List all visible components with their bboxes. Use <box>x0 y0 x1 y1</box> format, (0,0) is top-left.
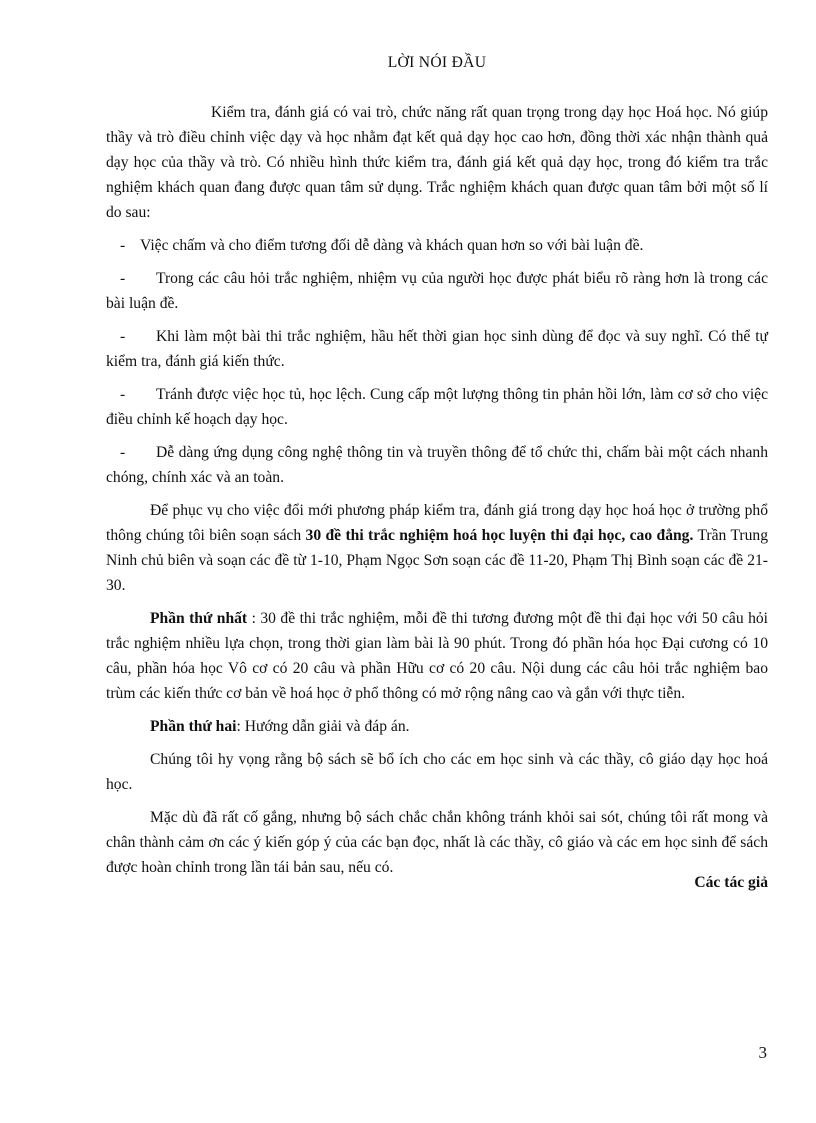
bullet-marker: - <box>120 270 126 287</box>
part-two-text: : Hướng dẫn giải và đáp án. <box>236 718 410 735</box>
bullet-marker: - <box>120 444 126 461</box>
signature: Các tác giả <box>694 874 768 891</box>
part-two-paragraph <box>106 714 768 739</box>
document-body <box>106 100 768 888</box>
hope-paragraph: Chúng tôi hy vọng rằng bộ sách sẽ bổ ích cho các em học sinh và các thầy, cô giáo dạy học hoá học. <box>106 751 768 793</box>
bullet-marker: - <box>120 237 126 254</box>
purpose-text-before: Để phục vụ cho việc đổi mới phương pháp kiểm tra, đánh giá trong dạy học hoá học ở trường phổ thông chúng tôi biên soạn sách <box>106 502 768 544</box>
bullet-item-3 <box>106 324 768 374</box>
bullet-item-1 <box>106 233 768 258</box>
bullet-text: Tránh được việc học tủ, học lệch. Cung cấp một lượng thông tin phản hồi lớn, làm cơ sở cho việc điều chỉnh kế hoạch dạy học. <box>106 386 768 428</box>
bullet-text: Khi làm một bài thi trắc nghiệm, hầu hết thời gian học sinh dùng để đọc và suy nghĩ. Có thể tự kiểm tra, đánh giá kiến thức. <box>106 328 768 370</box>
part-one-paragraph <box>106 606 768 706</box>
book-title: 30 đề thi trắc nghiệm hoá học luyện thi đại học, cao đẳng. <box>305 527 694 544</box>
bullet-item-2 <box>106 266 768 316</box>
part-two-label: Phần thứ hai <box>150 718 237 735</box>
intro-paragraph: Kiểm tra, đánh giá có vai trò, chức năng rất quan trọng trong dạy học Hoá học. Nó giúp thầy và trò điều chỉnh việc dạy và học nhằm đạt kết quả dạy học cao hơn, đồng thời xác nhận thành quả dạy học của thầy và trò. Có nhiều hình thức kiểm tra, đánh giá kết quả dạy học, trong đó kiểm tra trắc nghiệm khách quan đang được quan tâm sử dụng. Trắc nghiệm khách quan được quan tâm bởi một số lí do sau: <box>106 104 768 221</box>
page-title: LỜI NÓI ĐẦU <box>387 54 487 71</box>
bullet-marker: - <box>120 386 126 403</box>
bullet-item-4 <box>106 382 768 432</box>
bullet-text: Việc chấm và cho điểm tương đối dễ dàng và khách quan hơn so với bài luận đề. <box>140 237 644 254</box>
apology-paragraph: Mặc dù đã rất cố gắng, nhưng bộ sách chắc chắn không tránh khỏi sai sót, chúng tôi rất mong và chân thành cảm ơn các ý kiến góp ý của các bạn đọc, nhất là các thầy, cô giáo và các em học sinh để sách được hoàn chỉnh trong lần tái bản sau, nếu có. <box>106 809 768 876</box>
bullet-text: Dễ dàng ứng dụng công nghệ thông tin và truyền thông để tổ chức thi, chấm bài một cách nhanh chóng, chính xác và an toàn. <box>106 444 768 486</box>
part-one-label: Phần thứ nhất <box>150 610 248 627</box>
purpose-paragraph <box>106 498 768 598</box>
page-number: 3 <box>758 1043 767 1062</box>
part-one-text: : 30 đề thi trắc nghiệm, mỗi đề thi tương đương một đề thi đại học với 50 câu hỏi trắc nghiệm nhiều lựa chọn, trong thời gian làm bài là 90 phút. Trong đó phần hóa học Đại cương có 10 câu, phần hóa học Vô cơ có 20 câu và phần Hữu cơ có 20 câu. Nội dung các câu hỏi trắc nghiệm bao trùm các kiến thức cơ bản về hoá học ở phổ thông có mở rộng nâng cao và gắn với thực tiễn. <box>106 610 768 702</box>
bullet-marker: - <box>120 328 126 345</box>
purpose-text-after: Trần Trung Ninh chủ biên và soạn các đề từ 1-10, Phạm Ngọc Sơn soạn các đề 11-20, Phạm Thị Bình soạn các đề 21-30. <box>106 527 769 594</box>
bullet-item-5 <box>106 440 768 490</box>
bullet-text: Trong các câu hỏi trắc nghiệm, nhiệm vụ của người học được phát biểu rõ ràng hơn là trong các bài luận đề. <box>106 270 768 312</box>
